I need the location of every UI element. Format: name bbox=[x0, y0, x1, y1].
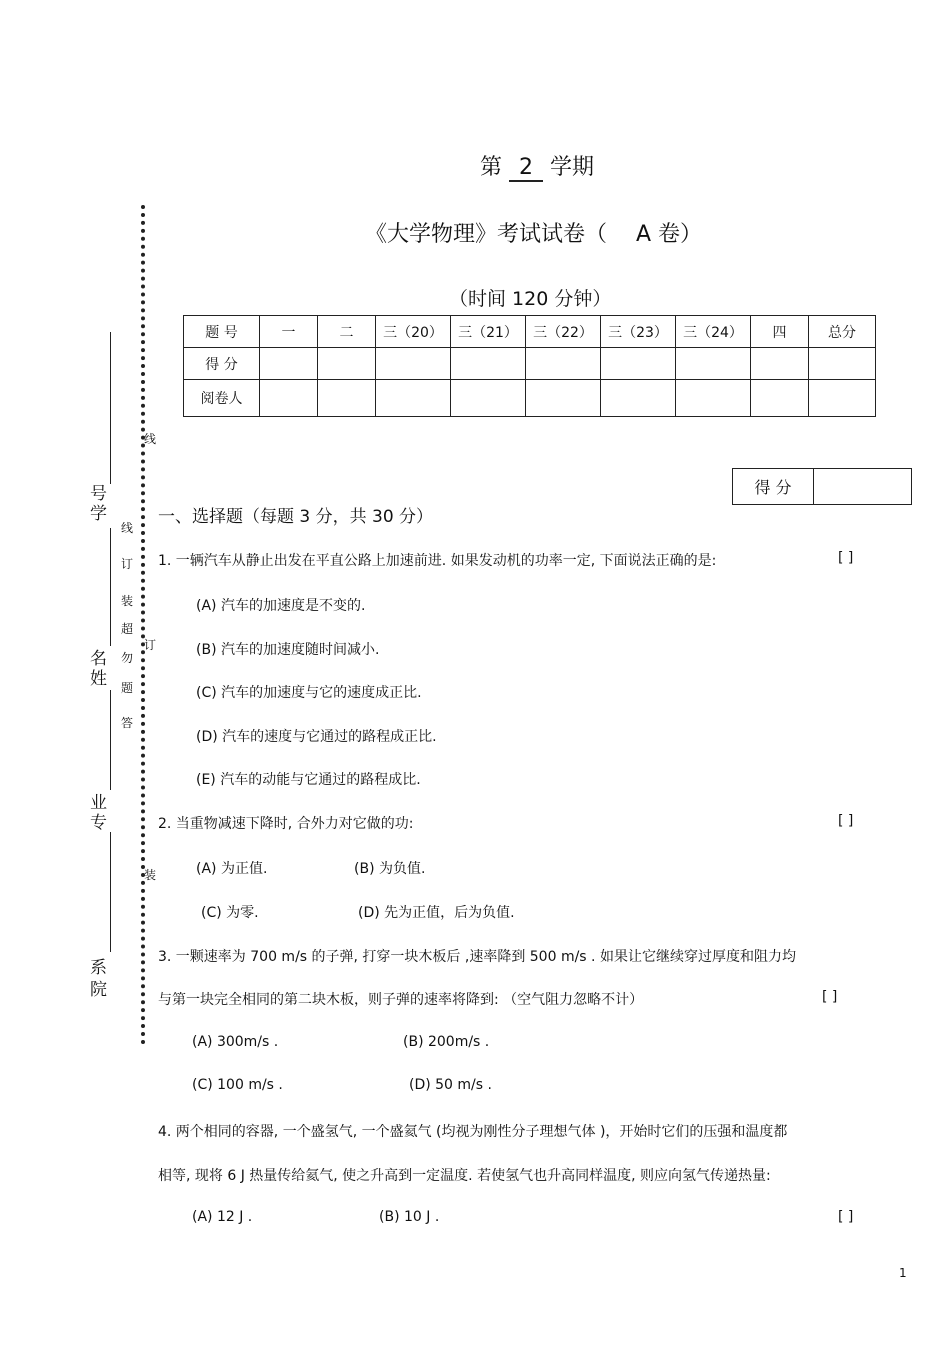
answer-bracket[interactable]: [ ] bbox=[838, 813, 854, 829]
section-score-box bbox=[732, 468, 912, 505]
major-line bbox=[110, 690, 111, 790]
score-row-label: 得 分 bbox=[184, 348, 260, 380]
option: (B) 为负值. bbox=[354, 861, 426, 877]
student-id-line bbox=[110, 332, 111, 484]
label-major-2: 专 bbox=[90, 813, 107, 833]
option: (B) 汽车的加速度随时间减小. bbox=[196, 642, 380, 658]
binding-notice-2: 订 bbox=[121, 557, 134, 571]
score-cell[interactable] bbox=[676, 348, 751, 380]
score-cell[interactable] bbox=[751, 348, 809, 380]
option: (A) 300m/s . bbox=[192, 1034, 279, 1050]
question-2-stem: 2. 当重物减速下降时, 合外力对它做的功: bbox=[158, 816, 414, 832]
score-cell[interactable] bbox=[376, 348, 451, 380]
label-student-id-1: 号 bbox=[90, 484, 107, 504]
section-score-label: 得 分 bbox=[733, 469, 814, 505]
option: (C) 汽车的加速度与它的速度成正比. bbox=[196, 685, 422, 701]
exam-title-text: 《大学物理》考试试卷（ bbox=[365, 222, 608, 247]
score-table bbox=[183, 315, 876, 417]
score-cell[interactable] bbox=[318, 348, 376, 380]
page-number: 1 bbox=[899, 1266, 907, 1280]
score-cell[interactable] bbox=[260, 348, 318, 380]
option: (A) 12 J . bbox=[192, 1209, 253, 1225]
binding-notice-5: 勿 bbox=[121, 651, 134, 665]
score-table-row bbox=[184, 380, 876, 417]
answer-bracket[interactable]: [ ] bbox=[838, 550, 854, 566]
score-cell[interactable] bbox=[526, 348, 601, 380]
score-header-cell: 一 bbox=[260, 316, 318, 348]
score-cell[interactable] bbox=[751, 380, 809, 417]
answer-bracket[interactable]: [ ] bbox=[838, 1209, 854, 1225]
binding-notice-3: 装 bbox=[121, 594, 134, 608]
label-department-2: 院 bbox=[90, 980, 107, 1000]
binding-notice-6: 题 bbox=[121, 681, 134, 695]
binding-dotted-line bbox=[141, 205, 145, 1045]
question-3-stem-line-2: 与第一块完全相同的第二块木板，则子弹的速率将降到: （空气阻力忽略不计） bbox=[158, 992, 644, 1008]
score-cell[interactable] bbox=[376, 380, 451, 417]
score-row-label: 阅卷人 bbox=[184, 380, 260, 417]
semester-suffix: 学期 bbox=[550, 155, 595, 180]
answer-bracket[interactable]: [ ] bbox=[822, 989, 838, 1005]
name-line bbox=[110, 528, 111, 646]
binding-zhuang: 装 bbox=[144, 868, 157, 882]
score-cell[interactable] bbox=[676, 380, 751, 417]
score-cell[interactable] bbox=[451, 380, 526, 417]
score-cell[interactable] bbox=[451, 348, 526, 380]
option: (D) 50 m/s . bbox=[409, 1077, 492, 1093]
label-student-id-2: 学 bbox=[90, 504, 107, 524]
score-cell[interactable] bbox=[601, 380, 676, 417]
label-major-1: 业 bbox=[90, 793, 107, 813]
semester-number: 2 bbox=[509, 155, 543, 182]
binding-xian: 线 bbox=[144, 432, 157, 446]
score-header-cell: 三（22） bbox=[526, 316, 601, 348]
option: (D) 先为正值，后为负值. bbox=[358, 905, 515, 921]
question-4-stem-line-1: 4. 两个相同的容器, 一个盛氢气, 一个盛氦气 (均视为刚性分子理想气体 )，开始时它们的压强和温度都 bbox=[158, 1124, 788, 1140]
label-department-1: 系 bbox=[90, 958, 107, 978]
score-header-cell: 三（24） bbox=[676, 316, 751, 348]
score-header-cell: 三（23） bbox=[601, 316, 676, 348]
option: (C) 100 m/s . bbox=[192, 1077, 283, 1093]
exam-time: （时间 120 分钟） bbox=[449, 288, 612, 310]
option: (E) 汽车的动能与它通过的路程成比. bbox=[196, 772, 421, 788]
score-cell[interactable] bbox=[809, 348, 876, 380]
section-score-cell[interactable] bbox=[814, 469, 912, 505]
question-3-stem-line-1: 3. 一颗速率为 700 m/s 的子弹, 打穿一块木板后 ,速率降到 500 m/s . 如果让它继续穿过厚度和阻力均 bbox=[158, 949, 796, 965]
exam-title bbox=[365, 217, 702, 248]
score-header-cell: 三（20） bbox=[376, 316, 451, 348]
binding-notice-7: 答 bbox=[121, 716, 134, 730]
option: (A) 为正值. bbox=[196, 861, 268, 877]
semester-line bbox=[480, 150, 594, 182]
binding-notice-1: 线 bbox=[121, 521, 134, 535]
score-cell[interactable] bbox=[601, 348, 676, 380]
score-cell[interactable] bbox=[526, 380, 601, 417]
score-cell[interactable] bbox=[809, 380, 876, 417]
question-1-stem: 1. 一辆汽车从静止出发在平直公路上加速前进. 如果发动机的功率一定, 下面说法正确的是: bbox=[158, 553, 717, 569]
question-4-stem-line-2: 相等, 现将 6 J 热量传给氦气, 使之升高到一定温度. 若使氢气也升高同样温度, 则应向氢气传递热量: bbox=[158, 1168, 771, 1184]
binding-ding: 订 bbox=[144, 638, 157, 652]
department-line bbox=[110, 832, 111, 952]
binding-notice-4: 超 bbox=[121, 622, 134, 636]
score-header-cell: 总分 bbox=[809, 316, 876, 348]
option: (D) 汽车的速度与它通过的路程成正比. bbox=[196, 729, 437, 745]
label-name-1: 名 bbox=[90, 649, 107, 669]
score-header-cell: 二 bbox=[318, 316, 376, 348]
score-header-cell: 四 bbox=[751, 316, 809, 348]
section-title: 一、选择题（每题 3 分，共 30 分） bbox=[158, 507, 434, 527]
option: (A) 汽车的加速度是不变的. bbox=[196, 598, 366, 614]
score-header-cell: 三（21） bbox=[451, 316, 526, 348]
score-cell[interactable] bbox=[260, 380, 318, 417]
score-header-cell: 题 号 bbox=[184, 316, 260, 348]
exam-paper-type: A 卷） bbox=[636, 222, 703, 247]
option: (B) 200m/s . bbox=[403, 1034, 490, 1050]
score-table-row bbox=[184, 348, 876, 380]
score-cell[interactable] bbox=[318, 380, 376, 417]
semester-prefix: 第 bbox=[480, 155, 503, 180]
score-table-header-row bbox=[184, 316, 876, 348]
option: (B) 10 J . bbox=[379, 1209, 440, 1225]
option: (C) 为零. bbox=[201, 905, 259, 921]
label-name-2: 姓 bbox=[90, 669, 107, 689]
